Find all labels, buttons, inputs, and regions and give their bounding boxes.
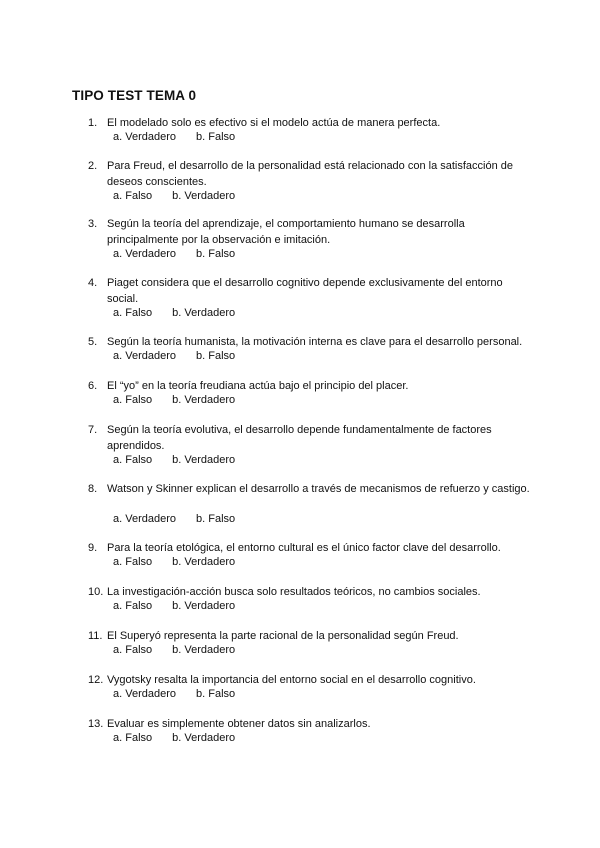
option-a: a. Falso <box>113 732 153 744</box>
option-b: b. Falso <box>196 131 236 143</box>
answer-options <box>113 393 235 408</box>
answer-options <box>113 687 235 702</box>
question-number: 12. <box>88 674 104 686</box>
answer-options <box>113 555 235 570</box>
answer-options <box>113 130 235 145</box>
question-number: 3. <box>88 218 98 230</box>
option-a: a. Verdadero <box>113 688 176 700</box>
page-title: TIPO TEST TEMA 0 <box>72 88 197 103</box>
option-a: a. Falso <box>113 556 153 568</box>
option-a: a. Verdadero <box>113 248 176 260</box>
question-text: Según la teoría evolutiva, el desarrollo depende fundamentalmente de factores aprendidos. <box>107 424 492 452</box>
question-text: La investigación-acción busca solo resultados teóricos, no cambios sociales. <box>107 586 481 598</box>
option-b: b. Verdadero <box>172 556 236 568</box>
option-b: b. Verdadero <box>172 600 236 612</box>
question-number: 8. <box>88 483 98 495</box>
option-a: a. Verdadero <box>113 350 176 362</box>
option-b: b. Falso <box>196 688 236 700</box>
question-text: Vygotsky resalta la importancia del entorno social en el desarrollo cognitivo. <box>107 674 476 686</box>
option-b: b. Verdadero <box>172 732 236 744</box>
question-text: Watson y Skinner explican el desarrollo a través de mecanismos de refuerzo y castigo. <box>107 483 530 495</box>
option-a: a. Verdadero <box>113 131 176 143</box>
question-text: Según la teoría del aprendizaje, el comportamiento humano se desarrolla principalmente por la observación e imitación. <box>107 218 465 246</box>
option-b: b. Verdadero <box>172 190 236 202</box>
question-text: Para Freud, el desarrollo de la personalidad está relacionado con la satisfacción de deseos conscientes. <box>107 160 514 188</box>
option-a: a. Falso <box>113 394 153 406</box>
option-b: b. Verdadero <box>172 394 236 406</box>
option-b: b. Verdadero <box>172 644 236 656</box>
answer-options <box>113 247 235 262</box>
question-text: Evaluar es simplemente obtener datos sin analizarlos. <box>107 718 371 730</box>
answer-options <box>113 306 235 321</box>
question-number: 4. <box>88 277 98 289</box>
option-b: b. Falso <box>196 513 236 525</box>
option-b: b. Falso <box>196 248 236 260</box>
answer-options <box>113 512 235 527</box>
question-number: 1. <box>88 117 98 129</box>
option-a: a. Falso <box>113 600 153 612</box>
question-number: 5. <box>88 336 98 348</box>
option-a: a. Falso <box>113 307 153 319</box>
question-text: El “yo” en la teoría freudiana actúa bajo el principio del placer. <box>107 380 409 392</box>
answer-options <box>113 731 235 746</box>
question-text: El Superyó representa la parte racional de la personalidad según Freud. <box>107 630 459 642</box>
question-number: 9. <box>88 542 98 554</box>
option-a: a. Falso <box>113 454 153 466</box>
option-b: b. Falso <box>196 350 236 362</box>
answer-options <box>113 349 235 364</box>
option-b: b. Verdadero <box>172 454 236 466</box>
option-b: b. Verdadero <box>172 307 236 319</box>
question-text: El modelado solo es efectivo si el modelo actúa de manera perfecta. <box>107 117 441 129</box>
question-text: Piaget considera que el desarrollo cognitivo depende exclusivamente del entorno social. <box>107 277 503 305</box>
option-a: a. Verdadero <box>113 513 176 525</box>
question-text: Según la teoría humanista, la motivación interna es clave para el desarrollo personal. <box>107 336 523 348</box>
answer-options <box>113 643 235 658</box>
question-text: Para la teoría etológica, el entorno cultural es el único factor clave del desarrollo. <box>107 542 501 554</box>
question-number: 11. <box>88 630 103 642</box>
question-number: 13. <box>88 718 104 730</box>
answer-options <box>113 599 235 614</box>
question-number: 2. <box>88 160 98 172</box>
option-a: a. Falso <box>113 190 153 202</box>
option-a: a. Falso <box>113 644 153 656</box>
answer-options <box>113 189 235 204</box>
question-number: 10. <box>88 586 104 598</box>
question-number: 6. <box>88 380 98 392</box>
answer-options <box>113 453 235 468</box>
question-number: 7. <box>88 424 98 436</box>
